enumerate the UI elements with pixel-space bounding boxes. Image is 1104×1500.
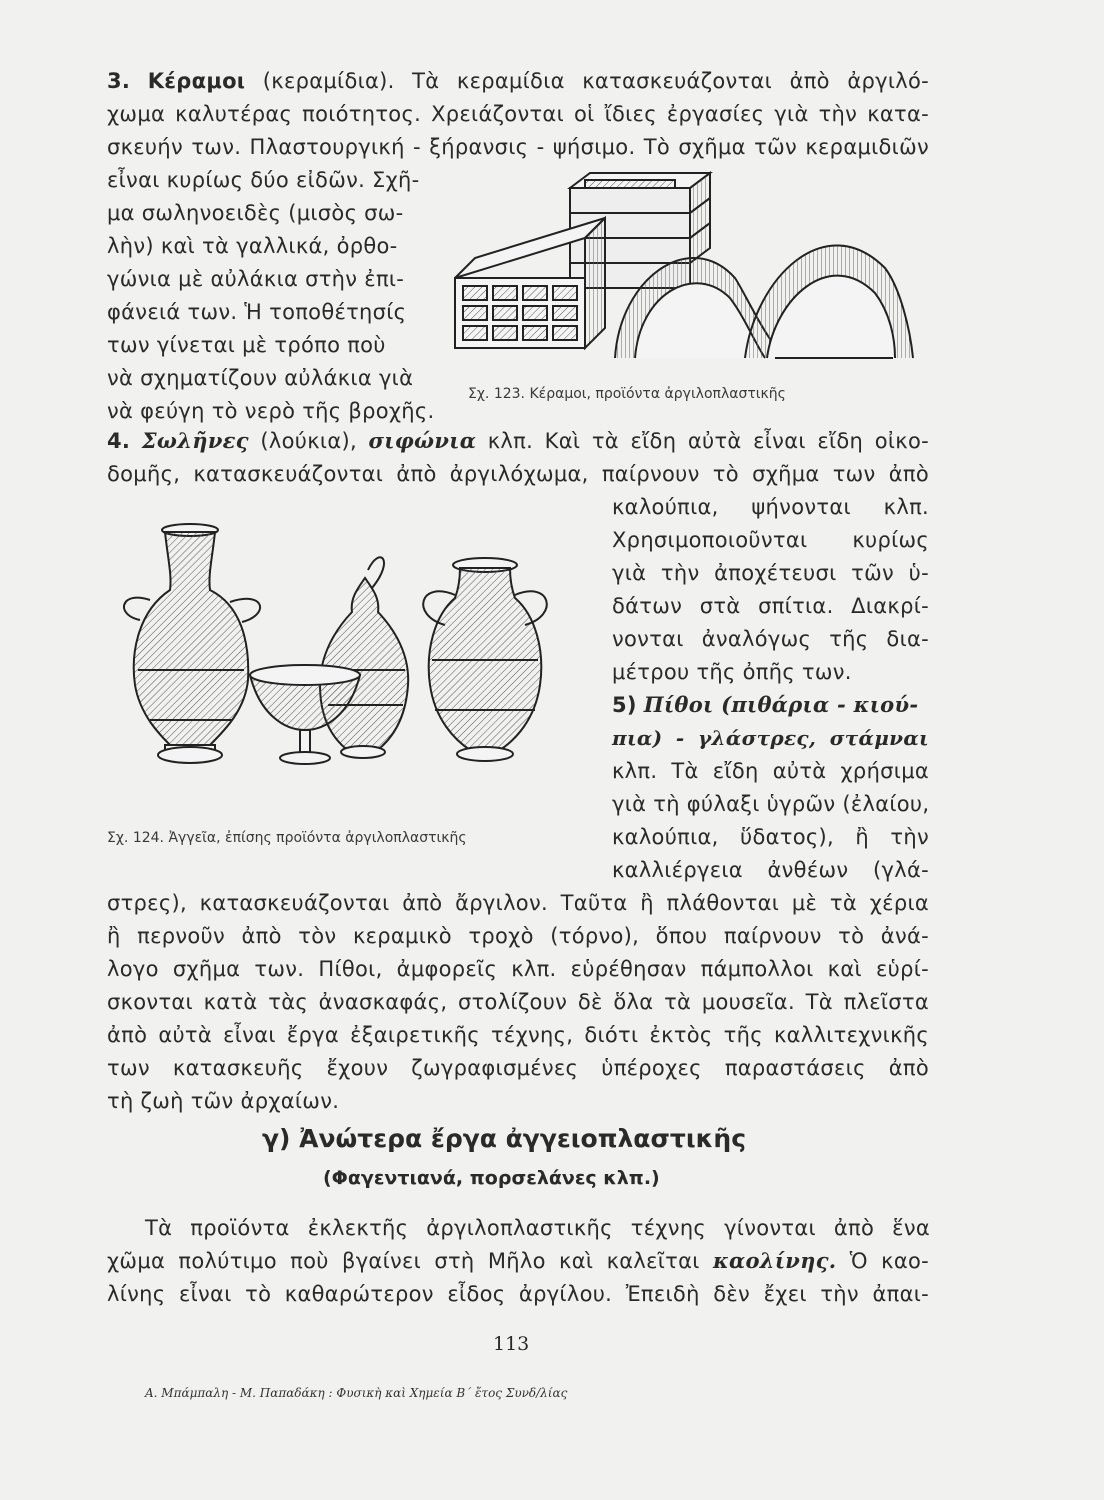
section5-italic1: (πιθάρια - κιού- <box>713 692 919 717</box>
section4-line7: νονται ἀναλόγως τῆς δια- <box>612 627 929 651</box>
footer: Α. Μπάμπαλη - Μ. Παπαδάκη : Φυσικὴ καὶ Χημεία Β΄ ἔτος Συνδ/λίας <box>145 1386 568 1400</box>
section3-line5: μα σωληνοειδὲς (μισὸς σω- <box>107 201 404 225</box>
section5-line12: των κατασκευῆς ἔχουν ζωγραφισμένες ὑπέροχες παραστάσεις ἀπὸ <box>107 1056 929 1080</box>
section3-line9: των γίνεται μὲ τρόπο ποὺ <box>107 333 386 357</box>
section5-title: Πίθοι <box>643 692 714 717</box>
section3-line2: χωμα καλυτέρας ποιότητος. Χρειάζονται οἱ ἴδιες ἐργασίες γιὰ τὴν κατα- <box>107 102 929 126</box>
section4-number: 4. <box>107 429 131 453</box>
section-g-line3: λίνης εἶναι τὸ καθαρώτερον εἶδος ἀργίλου. Ἐπειδὴ δὲν ἔχει τὴν ἀπαι- <box>107 1282 929 1306</box>
section5-line1 <box>612 692 929 718</box>
bricks-and-tiles-illustration <box>445 168 925 383</box>
figure-124-caption: Σχ. 124. Ἀγγεῖα, ἐπίσης προϊόντα ἀργιλοπλαστικῆς <box>107 830 467 846</box>
section4-line5: γιὰ τὴν ἀποχέτευσι τῶν ὑ- <box>612 561 929 585</box>
section4-title-pipes: Σωλῆνες <box>141 428 249 453</box>
section3-line4: εἶναι κυρίως δύο εἰδῶν. Σχῆ- <box>107 168 420 192</box>
section5-line2: πια) - γλάστρες, στάμναι <box>612 726 929 750</box>
section5-line13: τὴ ζωὴ τῶν ἀρχαίων. <box>107 1089 340 1113</box>
section5-line4: γιὰ τὴ φύλαξι ὑγρῶν (ἐλαίου, <box>612 792 930 816</box>
figure-123-caption: Σχ. 123. Κέραμοι, προϊόντα ἀργιλοπλαστικῆς <box>468 386 786 402</box>
section5-line11: ἀπὸ αὐτὰ εἶναι ἔργα ἐξαιρετικῆς τέχνης, διότι ἐκτὸς τῆς καλλιτεχνικῆς <box>107 1023 929 1047</box>
section4-line2: δομῆς, κατασκευάζονται ἀπὸ ἀργιλόχωμα, παίρνουν τὸ σχῆμα των ἀπὸ <box>107 462 929 486</box>
section-g-line2a: χῶμα πολύτιμο ποὺ βγαίνει στὴ Μῆλο καὶ καλεῖται <box>107 1249 713 1273</box>
section4-line1-text: κλπ. Καὶ τὰ εἴδη αὐτὰ εἶναι εἴδη οἰκο- <box>476 429 929 453</box>
section3-line6: λὴν) καὶ τὰ γαλλικά, ὀρθο- <box>107 234 398 258</box>
section3-title: Κέραμοι <box>147 69 246 93</box>
section5-line10: σκονται κατὰ τὰς ἀνασκαφάς, στολίζουν δὲ ὅλα τὰ μουσεῖα. Τὰ πλεῖστα <box>107 990 929 1014</box>
section3-line7: γώνια μὲ αὐλάκια στὴν ἐπι- <box>107 267 405 291</box>
section4-line3: καλούπια, ψήνονται κλπ. <box>612 495 929 519</box>
section4-paren: (λούκια), <box>248 429 369 453</box>
vessels-illustration <box>110 520 550 810</box>
section-g-line2c: Ὁ καο- <box>836 1249 929 1273</box>
section3-line1 <box>107 68 929 94</box>
section4-line6: δάτων στὰ σπίτια. Διακρί- <box>612 594 929 618</box>
section3-line8: φάνειά των. Ἡ τοποθέτησίς <box>107 300 407 324</box>
section3-line3: σκευήν των. Πλαστουργική - ξήρανσις - ψήσιμο. Τὸ σχῆμα τῶν κεραμιδιῶν <box>107 135 929 159</box>
section3-line10: νὰ σχηματίζουν αὐλάκια γιὰ <box>107 366 414 390</box>
section5-number: 5) <box>612 693 637 717</box>
section-g-line1: Τὰ προϊόντα ἐκλεκτῆς ἀργιλοπλαστικῆς τέχνης γίνονται ἀπὸ ἕνα <box>145 1216 930 1240</box>
kaolin-term: καολίνης. <box>712 1248 837 1273</box>
section4-line8: μέτρου τῆς ὀπῆς των. <box>612 660 852 684</box>
section3-line11: νὰ φεύγη τὸ νερὸ τῆς βροχῆς. <box>107 399 435 423</box>
section5-line3: κλπ. Τὰ εἴδη αὐτὰ χρήσιμα <box>612 759 929 783</box>
section4-line4: Χρησιμοποιοῦνται κυρίως <box>612 528 929 552</box>
section5-line5: καλούπια, ὕδατος), ἢ τὴν <box>612 825 929 849</box>
section-g-line2 <box>107 1248 929 1274</box>
section-g-heading: γ) Ἀνώτερα ἔργα ἀγγειοπλαστικῆς <box>262 1124 747 1153</box>
section3-number: 3. <box>107 69 131 93</box>
page-number: 113 <box>493 1333 530 1355</box>
section5-line9: λογο σχῆμα των. Πίθοι, ἀμφορεῖς κλπ. εὑρέθησαν πάμπολλοι καὶ εὑρί- <box>107 957 929 981</box>
section-g-subheading: (Φαγεντιανά, πορσελάνες κλπ.) <box>323 1167 660 1189</box>
section5-line7: στρες), κατασκευάζονται ἀπὸ ἄργιλον. Ταῦτα ἢ πλάθονται μὲ τὰ χέρια <box>107 891 929 915</box>
section3-line1-text: (κεραμίδια). Τὰ κεραμίδια κατασκευάζονται ἀπὸ ἀργιλό- <box>245 69 929 93</box>
section4-title-siphons: σιφώνια <box>368 428 477 453</box>
section5-line6: καλλιέργεια ἀνθέων (γλά- <box>612 858 929 882</box>
section4-line1 <box>107 428 929 454</box>
section5-line8: ἢ περνοῦν ἀπὸ τὸν κεραμικὸ τροχὸ (τόρνο), ὅπου παίρνουν τὸ ἀνά- <box>107 924 929 948</box>
